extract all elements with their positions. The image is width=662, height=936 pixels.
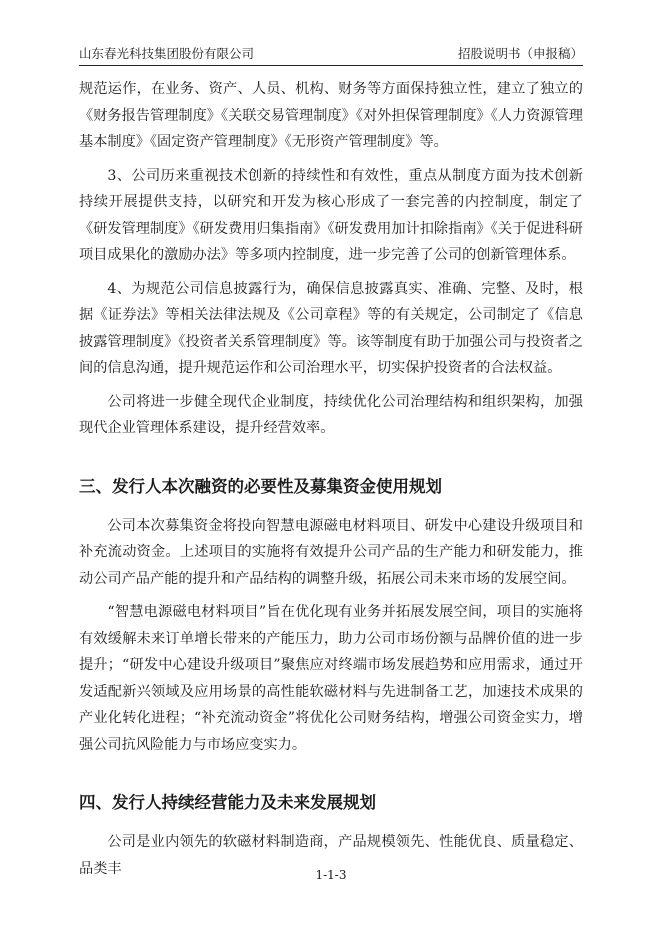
paragraph: 3、公司历来重视技术创新的持续性和有效性，重点从制度方面为技术创新持续开展提供支持，以研究和开发为核心形成了一套完善的内控制度，制定了《研发管理制度》《研发费用归集指南》《研发费用加计扣除指南》《关于促进科研项目成果化的激励办法》等多项内控制度，进一步完善了公司的创新管理体系。 — [79, 167, 583, 263]
paragraph: 4、为规范公司信息披露行为，确保信息披露真实、准确、完整、及时，根据《证券法》等相关法律法规及《公司章程》等的有关规定，公司制定了《信息披露管理制度》《投资者关系管理制度》等。该等制度有助于加强公司与投资者之间的信息沟通，提升规范运作和公司治理水平，切实保护投资者的合法权益。 — [79, 280, 583, 376]
paragraph: 公司本次募集资金将投向智慧电源磁电材料项目、研发中心建设升级项目和补充流动资金。上述项目的实施将有效提升公司产品的生产能力和研发能力，推动公司产品产能的提升和产品结构的调整升级，拓展公司未来市场的发展空间。 — [79, 517, 583, 587]
page-header — [79, 42, 583, 66]
section-heading-4: 四、发行人持续经营能力及未来发展规划 — [79, 793, 376, 812]
paragraph: 公司是业内领先的软磁材料制造商，产品规模领先、性能优良、质量稳定、品类丰 — [79, 834, 583, 877]
header-company: 山东春光科技集团股份有限公司 — [79, 46, 255, 61]
page-content — [79, 76, 583, 889]
paragraph: “智慧电源磁电材料项目”旨在优化现有业务并拓展发展空间，项目的实施将有效缓解未来订单增长带来的产能压力，助力公司市场份额与品牌价值的进一步提升；“研发中心建设升级项目”聚焦应对终端市场发展趋势和应用需求，通过开发适配新兴领域及应用场景的高性能软磁材料与先进制备工艺，加速技术成果的产业化转化进程；“补充流动资金”将优化公司财务结构，增强公司资金实力，增强公司抗风险能力与市场应变实力。 — [79, 604, 583, 753]
paragraph: 公司将进一步健全现代企业制度，持续优化公司治理结构和组织架构，加强现代企业管理体系建设，提升经营效率。 — [79, 393, 583, 436]
paragraph: 规范运作，在业务、资产、人员、机构、财务等方面保持独立性，建立了独立的《财务报告管理制度》《关联交易管理制度》《对外担保管理制度》《人力资源管理基本制度》《固定资产管理制度》《无形资产管理制度》等。 — [79, 81, 583, 150]
header-doc-title: 招股说明书（申报稿） — [457, 46, 583, 61]
page-number: 1-1-3 — [315, 868, 347, 882]
section-heading-3: 三、发行人本次融资的必要性及募集资金使用规划 — [79, 476, 442, 496]
